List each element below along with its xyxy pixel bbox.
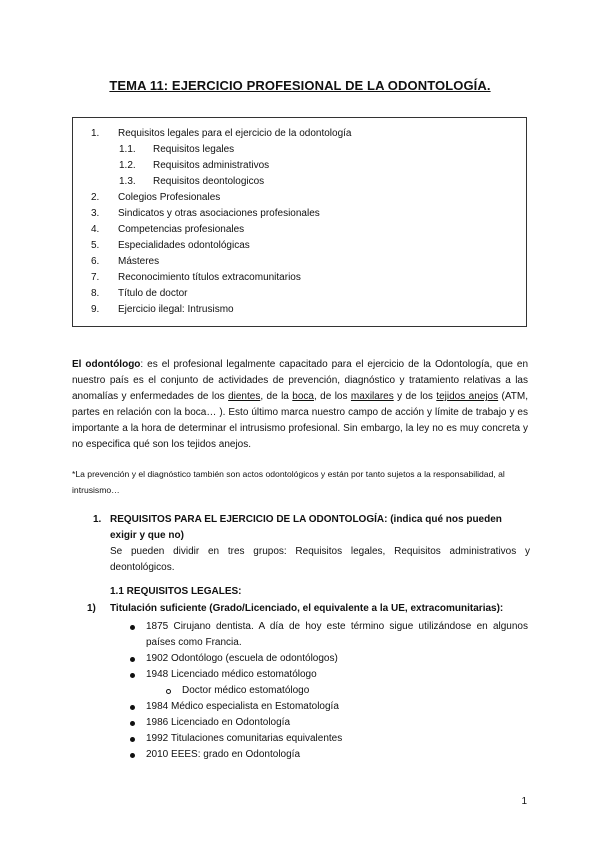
toc-item-number: 1.1.: [119, 144, 136, 155]
toc-item-number: 1.3.: [119, 176, 136, 187]
list-item-text: 2010 EEES: grado en Odontología: [146, 749, 301, 760]
toc-item-number: 9.: [91, 304, 100, 315]
intro-paragraph: [72, 357, 528, 453]
toc-item-number: 4.: [91, 224, 100, 235]
list-item-text: 1948 Licenciado médico estomatólogo: [146, 669, 317, 680]
toc-item-label: Requisitos deontologicos: [153, 176, 265, 187]
toc-item-label: Reconocimiento títulos extracomunitarios: [118, 272, 301, 283]
section-number: 1.: [93, 514, 102, 525]
list-item-text: 1902 Odontólogo (escuela de odontólogos): [146, 653, 338, 664]
toc-item-number: 8.: [91, 288, 100, 299]
list-item: [146, 667, 317, 683]
toc-item-label: Especialidades odontológicas: [118, 240, 250, 251]
bullet-icon: [130, 625, 135, 630]
bullet-icon: [130, 705, 135, 710]
toc-item-label: Título de doctor: [118, 288, 188, 299]
hollow-bullet-icon: [166, 689, 171, 694]
item-number: 1): [87, 603, 96, 614]
toc-item-label: Sindicatos y otras asociaciones profesionales: [118, 208, 320, 219]
subsection-heading: 1.1 REQUISITOS LEGALES:: [110, 586, 242, 597]
bullet-icon: [130, 657, 135, 662]
list-item: [146, 715, 290, 731]
toc-item-label: Requisitos legales: [153, 144, 235, 155]
list-item: [146, 731, 342, 747]
list-item-text: Doctor médico estomatólogo: [182, 685, 310, 696]
toc-item-label: Másteres: [118, 256, 160, 267]
table-of-contents: [72, 117, 527, 327]
section-heading-note: (indica qué nos pueden exigir y que no): [110, 514, 502, 541]
list-item-text: 1875 Cirujano dentista. A día de hoy este término sigue utilizándose en algunos países como Francia.: [146, 621, 528, 648]
list-item-text: 1986 Licenciado en Odontología: [146, 717, 291, 728]
toc-item-label: Competencias profesionales: [118, 224, 245, 235]
list-item: [146, 747, 300, 763]
intro-text: (ATM, partes en relación con la boca… ). Esto último marca nuestro campo de acción y límite de trabajo y es importante a la hora de determinar el intrusismo profesional. Sin embargo, la ley no es muy concreta y no especifica qué son los tejidos anejos.: [72, 391, 529, 450]
bullet-icon: [130, 737, 135, 742]
list-item-text: 1992 Titulaciones comunitarias equivalentes: [146, 733, 343, 744]
bullet-icon: [130, 721, 135, 726]
toc-item-number: 7.: [91, 272, 100, 283]
link-tejidos-anejos: tejidos anejos: [436, 391, 499, 402]
toc-item-label: Colegios Profesionales: [118, 192, 221, 203]
link-maxilares: maxilares: [350, 391, 394, 402]
section-heading: [110, 512, 530, 544]
toc-item-number: 6.: [91, 256, 100, 267]
intro-text: , de los: [313, 391, 351, 402]
toc-item-number: 5.: [91, 240, 100, 251]
toc-item-label: Ejercicio ilegal: Intrusismo: [118, 304, 234, 315]
prevention-note: *La prevención y el diagnóstico también son actos odontológicos y están por tanto sujetos a la responsabilidad, al intrusismo…: [72, 469, 505, 495]
intro-text: : es el profesional legalmente capacitado para el ejercicio de la Odontología, que en nuestro país es el conjunto de actividades de prevención, diagnóstico y tratamiento relativas a las anomalías y enfermedades de los: [72, 359, 529, 402]
page-number: 1: [521, 796, 527, 807]
toc-item-number: 3.: [91, 208, 100, 219]
list-item-text: 1984 Médico especialista en Estomatología: [146, 701, 339, 712]
list-item: [146, 699, 339, 715]
link-dientes: dientes: [228, 391, 261, 402]
list-item: [146, 651, 338, 667]
toc-item-number: 1.: [91, 128, 100, 139]
toc-item-label: Requisitos administrativos: [153, 160, 270, 171]
link-boca: boca: [292, 391, 314, 402]
toc-item-label: Requisitos legales para el ejercicio de la odontología: [118, 128, 352, 139]
bullet-icon: [130, 753, 135, 758]
intro-text: , de la: [260, 391, 293, 402]
list-item: [146, 619, 528, 651]
intro-text: y de los: [393, 391, 437, 402]
toc-item-number: 2.: [91, 192, 100, 203]
item-heading: Titulación suficiente (Grado/Licenciado, el equivalente a la UE, extracomunitarias):: [110, 603, 504, 614]
bullet-icon: [130, 673, 135, 678]
intro-term: El odontólogo: [72, 359, 141, 370]
section-heading-title: REQUISITOS PARA EL EJERCICIO DE LA ODONTOLOGÍA:: [110, 514, 388, 525]
page-title: TEMA 11: EJERCICIO PROFESIONAL DE LA ODONTOLOGÍA.: [109, 78, 491, 93]
toc-item-number: 1.2.: [119, 160, 136, 171]
section-body: Se pueden dividir en tres grupos: Requisitos legales, Requisitos administrativos y deontológicos.: [110, 546, 530, 573]
list-subitem: [182, 683, 309, 699]
